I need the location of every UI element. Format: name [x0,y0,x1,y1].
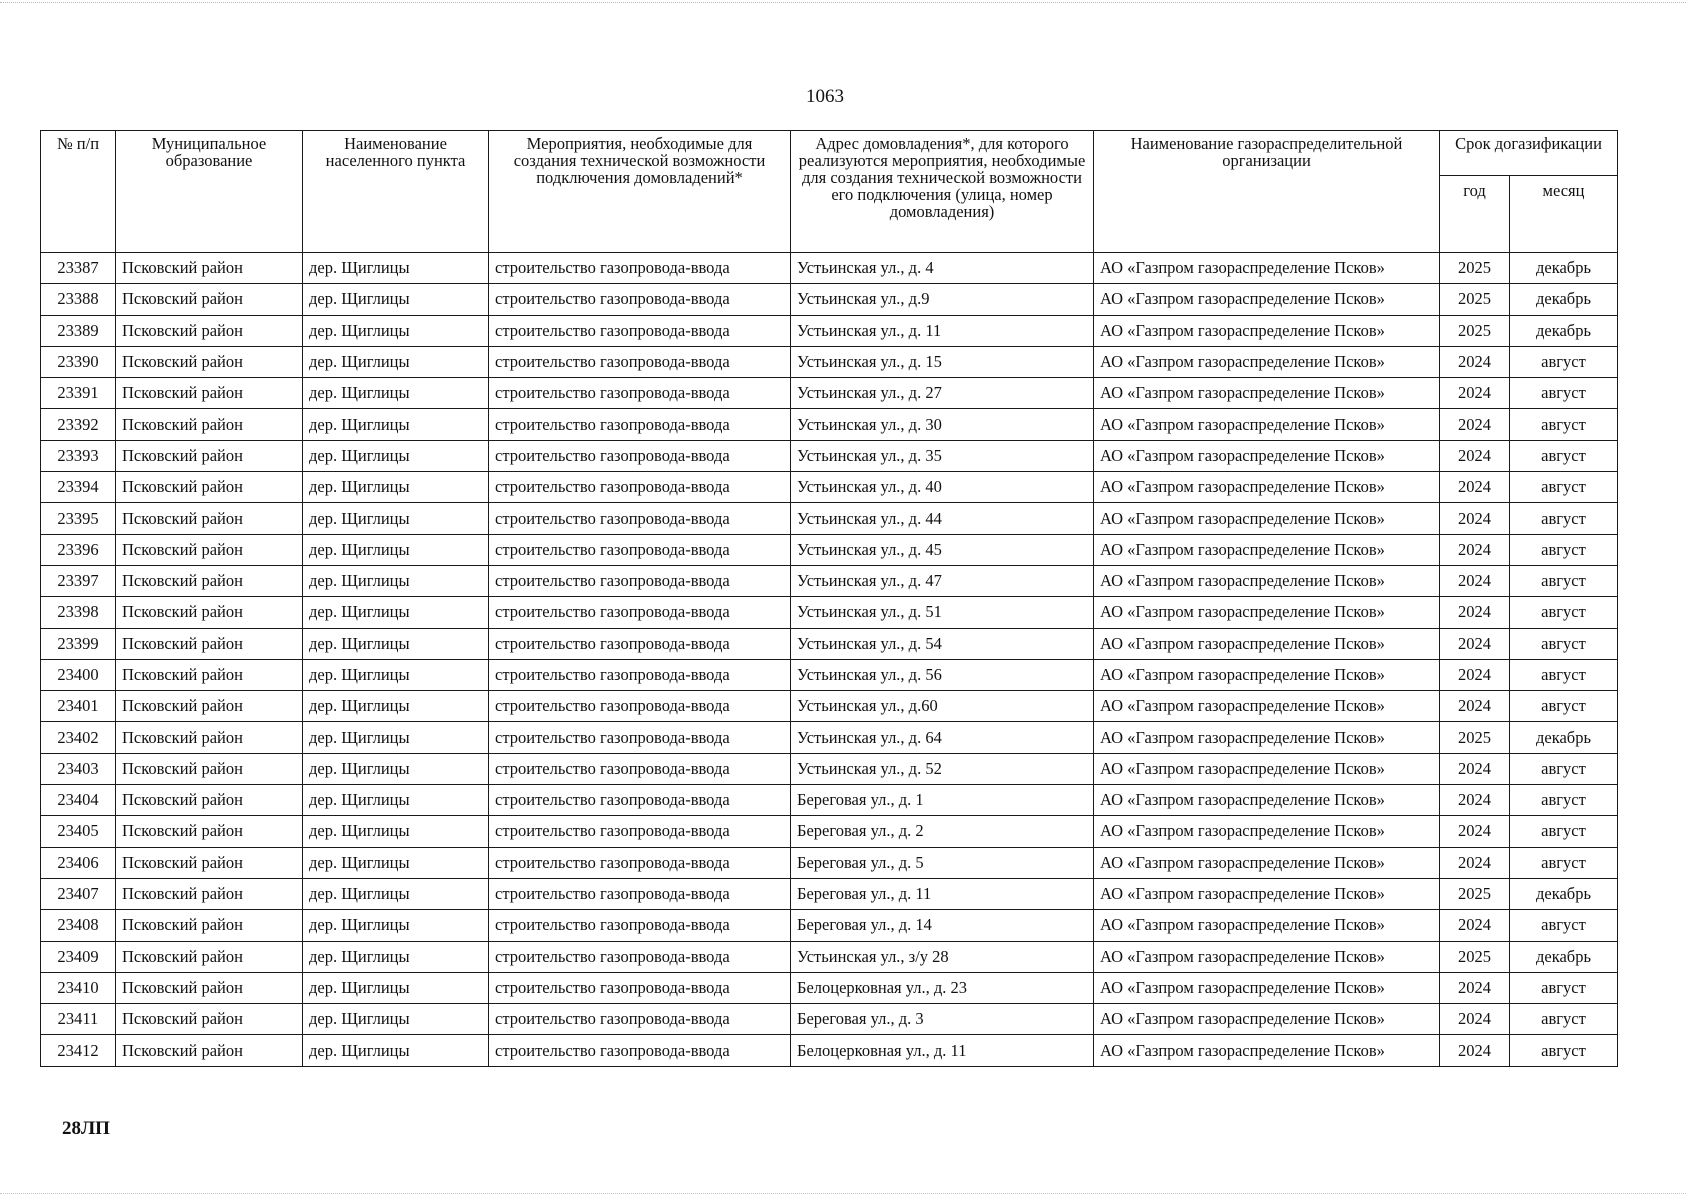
cell-measure: строительство газопровода-ввода [489,816,791,847]
cell-municipality: Псковский район [116,659,303,690]
cell-year: 2024 [1440,378,1510,409]
cell-month: август [1510,910,1618,941]
header-organization: Наименование газораспределительной организации [1094,131,1440,253]
cell-organization: АО «Газпром газораспределение Псков» [1094,315,1440,346]
cell-year: 2024 [1440,472,1510,503]
cell-num: 23395 [41,503,116,534]
cell-num: 23407 [41,878,116,909]
header-municipality: Муниципальное образование [116,131,303,253]
cell-year: 2024 [1440,816,1510,847]
cell-month: август [1510,346,1618,377]
table-row [41,315,1618,346]
cell-organization: АО «Газпром газораспределение Псков» [1094,972,1440,1003]
cell-address: Устьинская ул., д. 45 [791,534,1094,565]
cell-num: 23402 [41,722,116,753]
cell-year: 2024 [1440,346,1510,377]
cell-num: 23393 [41,440,116,471]
cell-address: Устьинская ул., д. 11 [791,315,1094,346]
cell-year: 2024 [1440,503,1510,534]
cell-year: 2024 [1440,691,1510,722]
cell-municipality: Псковский район [116,816,303,847]
cell-organization: АО «Газпром газораспределение Псков» [1094,878,1440,909]
cell-settlement: дер. Щиглицы [303,722,489,753]
cell-month: август [1510,597,1618,628]
page-number: 1063 [806,86,844,107]
cell-measure: строительство газопровода-ввода [489,753,791,784]
cell-year: 2024 [1440,534,1510,565]
table-row [41,472,1618,503]
cell-municipality: Псковский район [116,253,303,284]
table-row [41,722,1618,753]
cell-municipality: Псковский район [116,722,303,753]
cell-year: 2024 [1440,785,1510,816]
cell-settlement: дер. Щиглицы [303,972,489,1003]
cell-organization: АО «Газпром газораспределение Псков» [1094,847,1440,878]
table-row [41,409,1618,440]
cell-measure: строительство газопровода-ввода [489,1004,791,1035]
cell-settlement: дер. Щиглицы [303,816,489,847]
cell-month: август [1510,972,1618,1003]
cell-settlement: дер. Щиглицы [303,1004,489,1035]
cell-settlement: дер. Щиглицы [303,534,489,565]
cell-municipality: Псковский район [116,910,303,941]
cell-organization: АО «Газпром газораспределение Псков» [1094,816,1440,847]
cell-measure: строительство газопровода-ввода [489,659,791,690]
cell-num: 23389 [41,315,116,346]
cell-settlement: дер. Щиглицы [303,691,489,722]
cell-num: 23398 [41,597,116,628]
cell-num: 23392 [41,409,116,440]
header-settlement: Наименование населенного пункта [303,131,489,253]
cell-municipality: Псковский район [116,503,303,534]
cell-month: декабрь [1510,941,1618,972]
header-num: № п/п [41,131,116,253]
cell-month: декабрь [1510,253,1618,284]
cell-month: август [1510,565,1618,596]
cell-month: август [1510,816,1618,847]
cell-municipality: Псковский район [116,941,303,972]
table-row [41,1004,1618,1035]
cell-month: август [1510,409,1618,440]
cell-num: 23387 [41,253,116,284]
cell-measure: строительство газопровода-ввода [489,847,791,878]
cell-measure: строительство газопровода-ввода [489,472,791,503]
table-row [41,565,1618,596]
cell-month: декабрь [1510,722,1618,753]
cell-municipality: Псковский район [116,972,303,1003]
table-row [41,878,1618,909]
cell-organization: АО «Газпром газораспределение Псков» [1094,628,1440,659]
cell-month: август [1510,691,1618,722]
cell-measure: строительство газопровода-ввода [489,910,791,941]
cell-municipality: Псковский район [116,597,303,628]
cell-address: Устьинская ул., д. 56 [791,659,1094,690]
cell-address: Устьинская ул., д. 51 [791,597,1094,628]
cell-address: Устьинская ул., з/у 28 [791,941,1094,972]
cell-address: Белоцерковная ул., д. 23 [791,972,1094,1003]
cell-organization: АО «Газпром газораспределение Псков» [1094,941,1440,972]
cell-settlement: дер. Щиглицы [303,910,489,941]
cell-organization: АО «Газпром газораспределение Псков» [1094,346,1440,377]
cell-organization: АО «Газпром газораспределение Псков» [1094,565,1440,596]
cell-settlement: дер. Щиглицы [303,941,489,972]
cell-municipality: Псковский район [116,440,303,471]
cell-measure: строительство газопровода-ввода [489,722,791,753]
cell-month: август [1510,785,1618,816]
cell-year: 2024 [1440,628,1510,659]
cell-num: 23390 [41,346,116,377]
cell-num: 23396 [41,534,116,565]
cell-address: Береговая ул., д. 1 [791,785,1094,816]
cell-measure: строительство газопровода-ввода [489,628,791,659]
cell-settlement: дер. Щиглицы [303,253,489,284]
header-address: Адрес домовладения*, для которого реализуются мероприятия, необходимые для создания технической возможности его подключения (улица, номер домовладения) [791,131,1094,253]
cell-organization: АО «Газпром газораспределение Псков» [1094,472,1440,503]
cell-year: 2024 [1440,409,1510,440]
cell-address: Береговая ул., д. 2 [791,816,1094,847]
cell-month: декабрь [1510,878,1618,909]
cell-measure: строительство газопровода-ввода [489,691,791,722]
cell-municipality: Псковский район [116,284,303,315]
table-body [41,253,1618,1067]
cell-month: август [1510,378,1618,409]
cell-year: 2024 [1440,910,1510,941]
cell-municipality: Псковский район [116,378,303,409]
table-header [41,131,1618,253]
cell-num: 23412 [41,1035,116,1066]
cell-organization: АО «Газпром газораспределение Псков» [1094,753,1440,784]
cell-num: 23406 [41,847,116,878]
table-row [41,503,1618,534]
cell-municipality: Псковский район [116,691,303,722]
footer-code: 28ЛП [62,1118,110,1139]
cell-year: 2025 [1440,315,1510,346]
cell-month: август [1510,628,1618,659]
cell-num: 23403 [41,753,116,784]
cell-measure: строительство газопровода-ввода [489,785,791,816]
table-row [41,753,1618,784]
cell-municipality: Псковский район [116,628,303,659]
cell-municipality: Псковский район [116,409,303,440]
cell-settlement: дер. Щиглицы [303,597,489,628]
cell-year: 2024 [1440,597,1510,628]
cell-year: 2025 [1440,722,1510,753]
table-row [41,785,1618,816]
scan-edge-top [0,2,1686,6]
table-row [41,628,1618,659]
cell-year: 2024 [1440,753,1510,784]
cell-municipality: Псковский район [116,753,303,784]
cell-settlement: дер. Щиглицы [303,284,489,315]
cell-organization: АО «Газпром газораспределение Псков» [1094,722,1440,753]
cell-organization: АО «Газпром газораспределение Псков» [1094,785,1440,816]
cell-num: 23408 [41,910,116,941]
cell-num: 23400 [41,659,116,690]
cell-year: 2025 [1440,284,1510,315]
cell-address: Устьинская ул., д. 15 [791,346,1094,377]
cell-municipality: Псковский район [116,534,303,565]
cell-address: Устьинская ул., д.9 [791,284,1094,315]
cell-year: 2024 [1440,565,1510,596]
cell-num: 23401 [41,691,116,722]
cell-settlement: дер. Щиглицы [303,1035,489,1066]
cell-address: Устьинская ул., д. 64 [791,722,1094,753]
cell-month: август [1510,503,1618,534]
cell-address: Устьинская ул., д. 30 [791,409,1094,440]
cell-month: август [1510,659,1618,690]
cell-organization: АО «Газпром газораспределение Псков» [1094,378,1440,409]
cell-year: 2025 [1440,941,1510,972]
cell-year: 2024 [1440,1035,1510,1066]
cell-measure: строительство газопровода-ввода [489,440,791,471]
cell-address: Устьинская ул., д. 54 [791,628,1094,659]
table-row [41,440,1618,471]
cell-measure: строительство газопровода-ввода [489,503,791,534]
cell-organization: АО «Газпром газораспределение Псков» [1094,910,1440,941]
cell-settlement: дер. Щиглицы [303,847,489,878]
cell-settlement: дер. Щиглицы [303,659,489,690]
cell-year: 2024 [1440,972,1510,1003]
cell-measure: строительство газопровода-ввода [489,378,791,409]
cell-measure: строительство газопровода-ввода [489,253,791,284]
scan-edge-bottom [0,1190,1686,1194]
cell-address: Устьинская ул., д. 27 [791,378,1094,409]
cell-organization: АО «Газпром газораспределение Псков» [1094,597,1440,628]
cell-municipality: Псковский район [116,346,303,377]
cell-month: август [1510,847,1618,878]
cell-organization: АО «Газпром газораспределение Псков» [1094,1004,1440,1035]
cell-address: Устьинская ул., д. 52 [791,753,1094,784]
table-row [41,910,1618,941]
table-row [41,284,1618,315]
cell-organization: АО «Газпром газораспределение Псков» [1094,691,1440,722]
table-row [41,534,1618,565]
cell-address: Устьинская ул., д. 40 [791,472,1094,503]
cell-measure: строительство газопровода-ввода [489,534,791,565]
cell-address: Белоцерковная ул., д. 11 [791,1035,1094,1066]
table-row [41,847,1618,878]
cell-address: Береговая ул., д. 3 [791,1004,1094,1035]
cell-measure: строительство газопровода-ввода [489,409,791,440]
cell-num: 23410 [41,972,116,1003]
cell-municipality: Псковский район [116,565,303,596]
header-year: год [1440,176,1510,253]
cell-address: Береговая ул., д. 11 [791,878,1094,909]
table-row [41,253,1618,284]
cell-settlement: дер. Щиглицы [303,753,489,784]
cell-num: 23397 [41,565,116,596]
table-row [41,972,1618,1003]
cell-measure: строительство газопровода-ввода [489,565,791,596]
cell-year: 2025 [1440,878,1510,909]
cell-address: Устьинская ул., д.60 [791,691,1094,722]
table-row [41,691,1618,722]
cell-measure: строительство газопровода-ввода [489,972,791,1003]
table-row [41,378,1618,409]
cell-settlement: дер. Щиглицы [303,472,489,503]
table-row [41,941,1618,972]
cell-municipality: Псковский район [116,847,303,878]
cell-month: август [1510,1004,1618,1035]
cell-organization: АО «Газпром газораспределение Псков» [1094,284,1440,315]
cell-num: 23409 [41,941,116,972]
cell-organization: АО «Газпром газораспределение Псков» [1094,503,1440,534]
cell-month: август [1510,472,1618,503]
cell-municipality: Псковский район [116,878,303,909]
table-row [41,1035,1618,1066]
cell-year: 2025 [1440,253,1510,284]
cell-address: Устьинская ул., д. 44 [791,503,1094,534]
cell-measure: строительство газопровода-ввода [489,284,791,315]
cell-month: август [1510,440,1618,471]
cell-measure: строительство газопровода-ввода [489,597,791,628]
cell-address: Береговая ул., д. 14 [791,910,1094,941]
cell-organization: АО «Газпром газораспределение Псков» [1094,409,1440,440]
cell-settlement: дер. Щиглицы [303,785,489,816]
cell-num: 23391 [41,378,116,409]
cell-organization: АО «Газпром газораспределение Псков» [1094,253,1440,284]
cell-num: 23411 [41,1004,116,1035]
cell-num: 23394 [41,472,116,503]
cell-month: август [1510,753,1618,784]
cell-settlement: дер. Щиглицы [303,378,489,409]
cell-municipality: Псковский район [116,315,303,346]
header-month: месяц [1510,176,1618,253]
table-row [41,597,1618,628]
cell-measure: строительство газопровода-ввода [489,878,791,909]
cell-settlement: дер. Щиглицы [303,315,489,346]
cell-num: 23388 [41,284,116,315]
gasification-table [40,130,1618,1067]
cell-municipality: Псковский район [116,472,303,503]
cell-address: Береговая ул., д. 5 [791,847,1094,878]
cell-municipality: Псковский район [116,1004,303,1035]
cell-year: 2024 [1440,659,1510,690]
cell-organization: АО «Газпром газораспределение Псков» [1094,1035,1440,1066]
cell-year: 2024 [1440,440,1510,471]
cell-settlement: дер. Щиглицы [303,565,489,596]
cell-month: декабрь [1510,284,1618,315]
cell-year: 2024 [1440,847,1510,878]
header-deadline: Срок догазификации [1440,131,1618,176]
cell-num: 23404 [41,785,116,816]
cell-settlement: дер. Щиглицы [303,346,489,377]
cell-address: Устьинская ул., д. 35 [791,440,1094,471]
table-row [41,346,1618,377]
cell-month: август [1510,534,1618,565]
table-row [41,816,1618,847]
cell-organization: АО «Газпром газораспределение Псков» [1094,659,1440,690]
cell-num: 23405 [41,816,116,847]
cell-num: 23399 [41,628,116,659]
cell-measure: строительство газопровода-ввода [489,315,791,346]
cell-settlement: дер. Щиглицы [303,409,489,440]
cell-year: 2024 [1440,1004,1510,1035]
cell-measure: строительство газопровода-ввода [489,1035,791,1066]
header-measures: Мероприятия, необходимые для создания технической возможности подключения домовладений* [489,131,791,253]
cell-month: август [1510,1035,1618,1066]
cell-settlement: дер. Щиглицы [303,503,489,534]
cell-settlement: дер. Щиглицы [303,878,489,909]
table-row [41,659,1618,690]
cell-measure: строительство газопровода-ввода [489,346,791,377]
cell-organization: АО «Газпром газораспределение Псков» [1094,440,1440,471]
cell-address: Устьинская ул., д. 4 [791,253,1094,284]
cell-settlement: дер. Щиглицы [303,440,489,471]
cell-organization: АО «Газпром газораспределение Псков» [1094,534,1440,565]
cell-measure: строительство газопровода-ввода [489,941,791,972]
cell-month: декабрь [1510,315,1618,346]
cell-address: Устьинская ул., д. 47 [791,565,1094,596]
cell-settlement: дер. Щиглицы [303,628,489,659]
cell-municipality: Псковский район [116,785,303,816]
cell-municipality: Псковский район [116,1035,303,1066]
